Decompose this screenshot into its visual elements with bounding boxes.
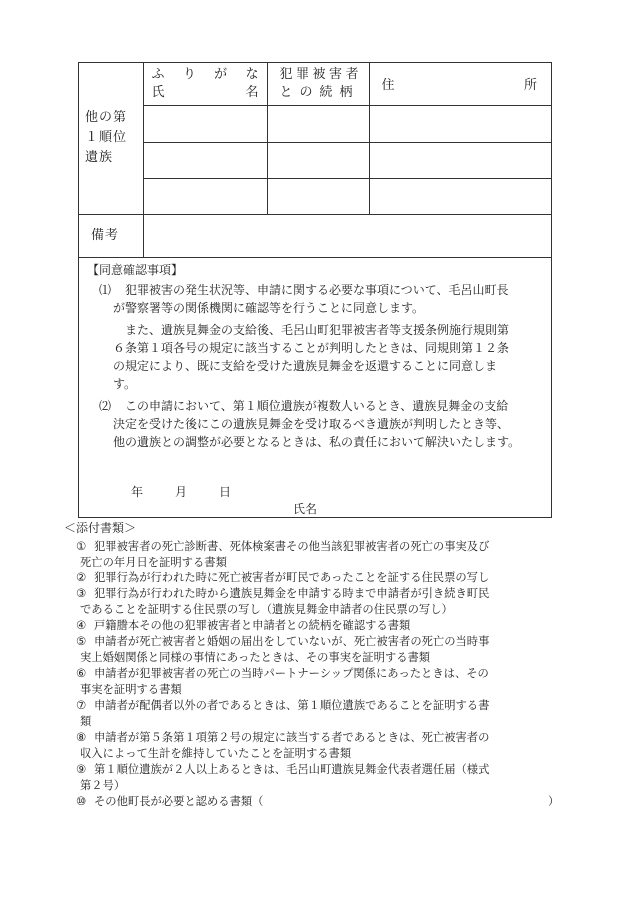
attachment-item xyxy=(76,634,566,666)
consent-heading: 【同意確認事項】 xyxy=(87,263,184,277)
remarks-field[interactable] xyxy=(143,214,551,257)
heir-address-field-3[interactable] xyxy=(369,178,551,214)
attachment-text: 申請者が犯罪被害者の死亡の当時パートナーシップ関係にあったときは、その xyxy=(94,667,489,680)
attachment-text: 犯罪被害者の死亡診断書、死体検案書その他当該犯罪被害者の死亡の事実及び xyxy=(94,540,490,553)
consent-item1-text: が警察署等の関係機関に確認等を行うことに同意します。 xyxy=(113,301,425,315)
attachment-number: ④ xyxy=(76,619,87,632)
furigana-label: ふ り が な xyxy=(151,66,259,82)
attachment-text: 申請者が配偶者以外の者であるときは、第１順位遺族であることを証明する書 xyxy=(94,699,490,712)
attachment-number: ① xyxy=(76,540,87,553)
attachment-text: 第１順位遺族が２人以上あるときは、毛呂山町遺族見舞金代表者選任届（様式 xyxy=(94,763,490,776)
address-header-cell xyxy=(369,63,551,105)
attachment-text: 申請者が死亡被害者と婚姻の届出をしていないが、死亡被害者の死亡の当時事 xyxy=(94,635,490,648)
heir-address-field-2[interactable] xyxy=(369,142,551,178)
heir-name-field-3[interactable] xyxy=(143,178,267,214)
attachment-item xyxy=(76,539,566,571)
attachment-item xyxy=(76,762,566,794)
relation-header-cell xyxy=(267,63,369,105)
attachment-item xyxy=(76,618,566,634)
attachment-text: 犯罪行為が行われた時から遺族見舞金を申請する時まで申請者が引き続き町民 xyxy=(94,587,490,600)
attachment-text-continued: 類 xyxy=(80,715,92,728)
attachment-number: ⑥ xyxy=(76,667,87,680)
attachment-number: ② xyxy=(76,571,87,584)
attachment-number: ⑤ xyxy=(76,635,87,648)
consent-item1-text: また、遺族見舞金の支給後、毛呂山町犯罪被害者等支援条例施行規則第 xyxy=(125,323,510,337)
consent-item2-number: ⑵ xyxy=(99,399,112,413)
application-form-frame xyxy=(78,62,552,518)
relation-label-line1: 犯 罪 被 害 者 xyxy=(279,66,359,82)
attachment-text-continued: であることを証明する住民票の写し（遺族見舞金申請者の住民票の写し） xyxy=(80,603,453,616)
attachment-text: 申請者が第５条第１項第２号の規定に該当する者であるときは、死亡被害者の xyxy=(94,731,490,744)
heir-relation-field-1[interactable] xyxy=(267,105,369,142)
attachment-number: ⑧ xyxy=(76,731,87,744)
attachment-text: 戸籍謄本その他の犯罪被害者と申請者との続柄を確認する書類 xyxy=(94,619,411,632)
attachment-item xyxy=(76,666,566,698)
first-heir-label: 他の第 １順位 遺族 xyxy=(79,63,143,214)
consent-item2-text: 決定を受けた後にこの遺族見舞金を受け取るべき遺族が判明したとき等、 xyxy=(113,417,510,431)
heir-table xyxy=(79,63,551,258)
name-header-cell xyxy=(143,63,267,105)
signature-name-label: 氏名 xyxy=(293,502,318,516)
attachment-text-continued: 死亡の年月日を証明する書類 xyxy=(80,556,227,569)
attachments-title: ＜添付書類＞ xyxy=(64,521,137,535)
relation-label-line2: と の 続 柄 xyxy=(279,84,353,100)
consent-item1-text: 犯罪被害の発生状況等、申請に関する必要な事項について、毛呂山町長 xyxy=(125,283,509,297)
attachment-item xyxy=(76,570,566,586)
attachment-text-continued: 収入によって生計を維持していたことを証明する書類 xyxy=(80,747,352,760)
heir-name-field-1[interactable] xyxy=(143,105,267,142)
address-label: 住 所 xyxy=(381,78,537,94)
attachment-item xyxy=(76,730,566,762)
heir-relation-field-2[interactable] xyxy=(267,142,369,178)
attachment-number: ⑦ xyxy=(76,699,87,712)
attachment-text-continued: 第２号） xyxy=(80,779,126,792)
consent-item2-text: 他の遺族との調整が必要となるときは、私の責任において解決いたします。 xyxy=(113,435,521,449)
heir-address-field-1[interactable] xyxy=(369,105,551,142)
remarks-label: 備考 xyxy=(79,214,143,257)
consent-item1-text: ６条第１項各号の規定に該当することが判明したときは、同規則第１２条 xyxy=(113,341,510,355)
name-label: 氏 名 xyxy=(151,84,259,100)
consent-item1-number: ⑴ xyxy=(99,283,112,297)
attachment-text: 犯罪行為が行われた時に死亡被害者が町民であったことを証する住民票の写し xyxy=(94,571,490,584)
attachment-text-continued: 実上婚姻関係と同様の事情にあったときは、その事実を証明する書類 xyxy=(80,651,431,664)
heir-name-field-2[interactable] xyxy=(143,142,267,178)
attachment-item xyxy=(76,794,566,810)
consent-item2-text: この申請において、第１順位遺族が複数人いるとき、遺族見舞金の支給 xyxy=(125,399,509,413)
attachment-text-continued: 事実を証明する書類 xyxy=(80,683,182,696)
attachment-number: ⑨ xyxy=(76,763,87,776)
date-month-label: 月 xyxy=(175,485,188,499)
date-year-label: 年 xyxy=(131,485,144,499)
consent-item1-text: す。 xyxy=(113,377,137,391)
attachment-text: その他町長が必要と認める書類（ xyxy=(94,795,264,808)
attachment-number: ⑩ xyxy=(76,795,87,808)
attachment-text-continued: ） xyxy=(548,795,560,808)
attachment-item xyxy=(76,586,566,618)
attachment-item xyxy=(76,698,566,730)
date-day-label: 日 xyxy=(219,485,232,499)
attachment-number: ③ xyxy=(76,587,87,600)
consent-item1-text: の規定により、既に支給を受けた遺族見舞金を返還することに同意しま xyxy=(113,359,498,373)
heir-relation-field-3[interactable] xyxy=(267,178,369,214)
